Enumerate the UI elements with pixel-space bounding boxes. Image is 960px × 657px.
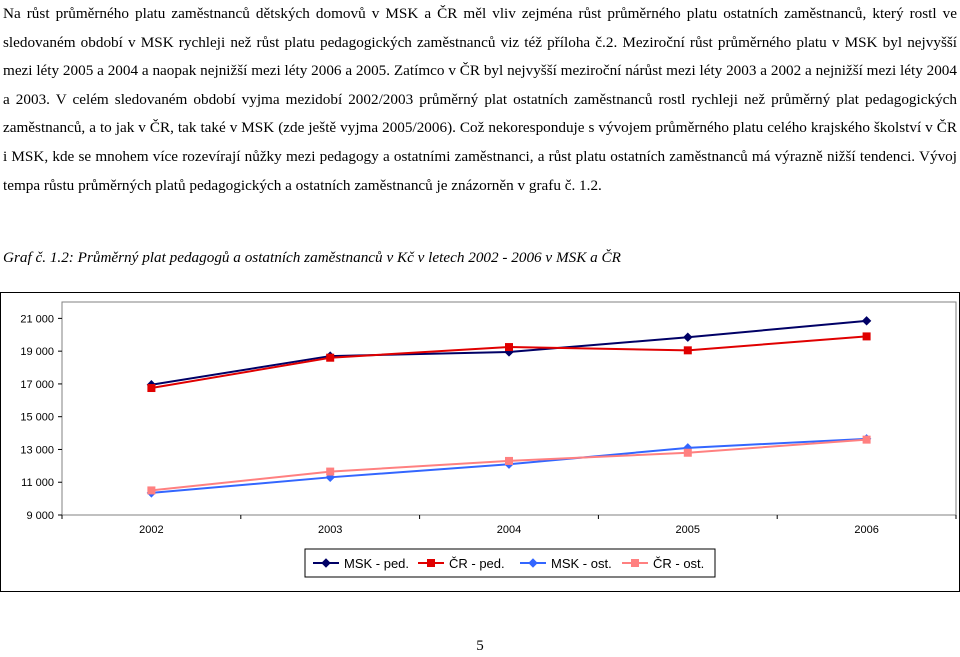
x-tick-label: 2006 (854, 524, 879, 536)
y-tick-label: 9 000 (26, 510, 54, 522)
body-paragraph: Na růst průměrného platu zaměstnanců dětských domovů v MSK a ČR měl vliv zejména růst průměrného platu ostatních zaměstnanců, který rostl ve sledovaném období v MSK rychleji než růst platu pedagogických zaměstnanců viz též příloha č.2. Meziroční růst průměrného platu v MSK byl nejvyšší mezi léty 2005 a 2004 a naopak nejnižší mezi léty 2006 a 2005. Zatímco v ČR byl nejvyšší meziroční nárůst mezi léty 2003 a 2002 a nejnižší mezi léty 2004 a 2003. V celém sledovaném období vyjma mezidobí 2002/2003 průměrný plat ostatních zaměstnanců rostl rychleji než průměrný plat pedagogických zaměstnanců, a to jak v ČR, tak také v MSK (zde ještě vyjma 2005/2006). Což nekoresponduje s vývojem průměrného platu celého krajského školství v ČR i MSK, kde se mnohem více rozevírají nůžky mezi pedagogy a ostatními zaměstnanci, a růst platu ostatních zaměstnanců má výrazně nižší tendenci. Vývoj tempa růstu průměrných platů pedagogických a ostatních zaměstnanců je znázorněn v grafu č. 1.2. (3, 5, 957, 194)
data-point (684, 449, 691, 456)
page-number: 5 (476, 638, 484, 654)
data-point (327, 354, 334, 361)
data-point (327, 468, 334, 475)
legend-label: ČR - ped. (449, 556, 505, 571)
legend-marker (632, 560, 639, 567)
x-tick-label: 2003 (317, 524, 343, 536)
data-point (506, 344, 513, 351)
line-chart (0, 292, 960, 592)
x-tick-label: 2004 (496, 524, 522, 536)
legend-marker (428, 560, 435, 567)
data-point (684, 347, 691, 354)
figure-caption: Graf č. 1.2: Průměrný plat pedagogů a ostatních zaměstnanců v Kč v letech 2002 - 2006 v MSK a ČR (3, 249, 621, 266)
y-tick-label: 15 000 (20, 411, 54, 424)
x-tick-label: 2005 (675, 524, 701, 536)
y-tick-label: 19 000 (20, 346, 54, 359)
y-tick-label: 21 000 (20, 313, 54, 326)
data-point (863, 333, 870, 340)
data-point (148, 487, 155, 494)
data-point (148, 385, 155, 392)
data-point (506, 457, 513, 464)
y-tick-label: 17 000 (20, 378, 54, 391)
legend-label: MSK - ost. (551, 556, 612, 571)
y-tick-label: 13 000 (20, 444, 54, 457)
y-tick-label: 11 000 (21, 477, 54, 490)
x-tick-label: 2002 (139, 524, 164, 536)
plot-area (62, 302, 956, 515)
data-point (863, 436, 870, 443)
chart-svg (0, 292, 960, 592)
legend-label: MSK - ped. (344, 556, 410, 571)
legend-label: ČR - ost. (653, 556, 705, 571)
